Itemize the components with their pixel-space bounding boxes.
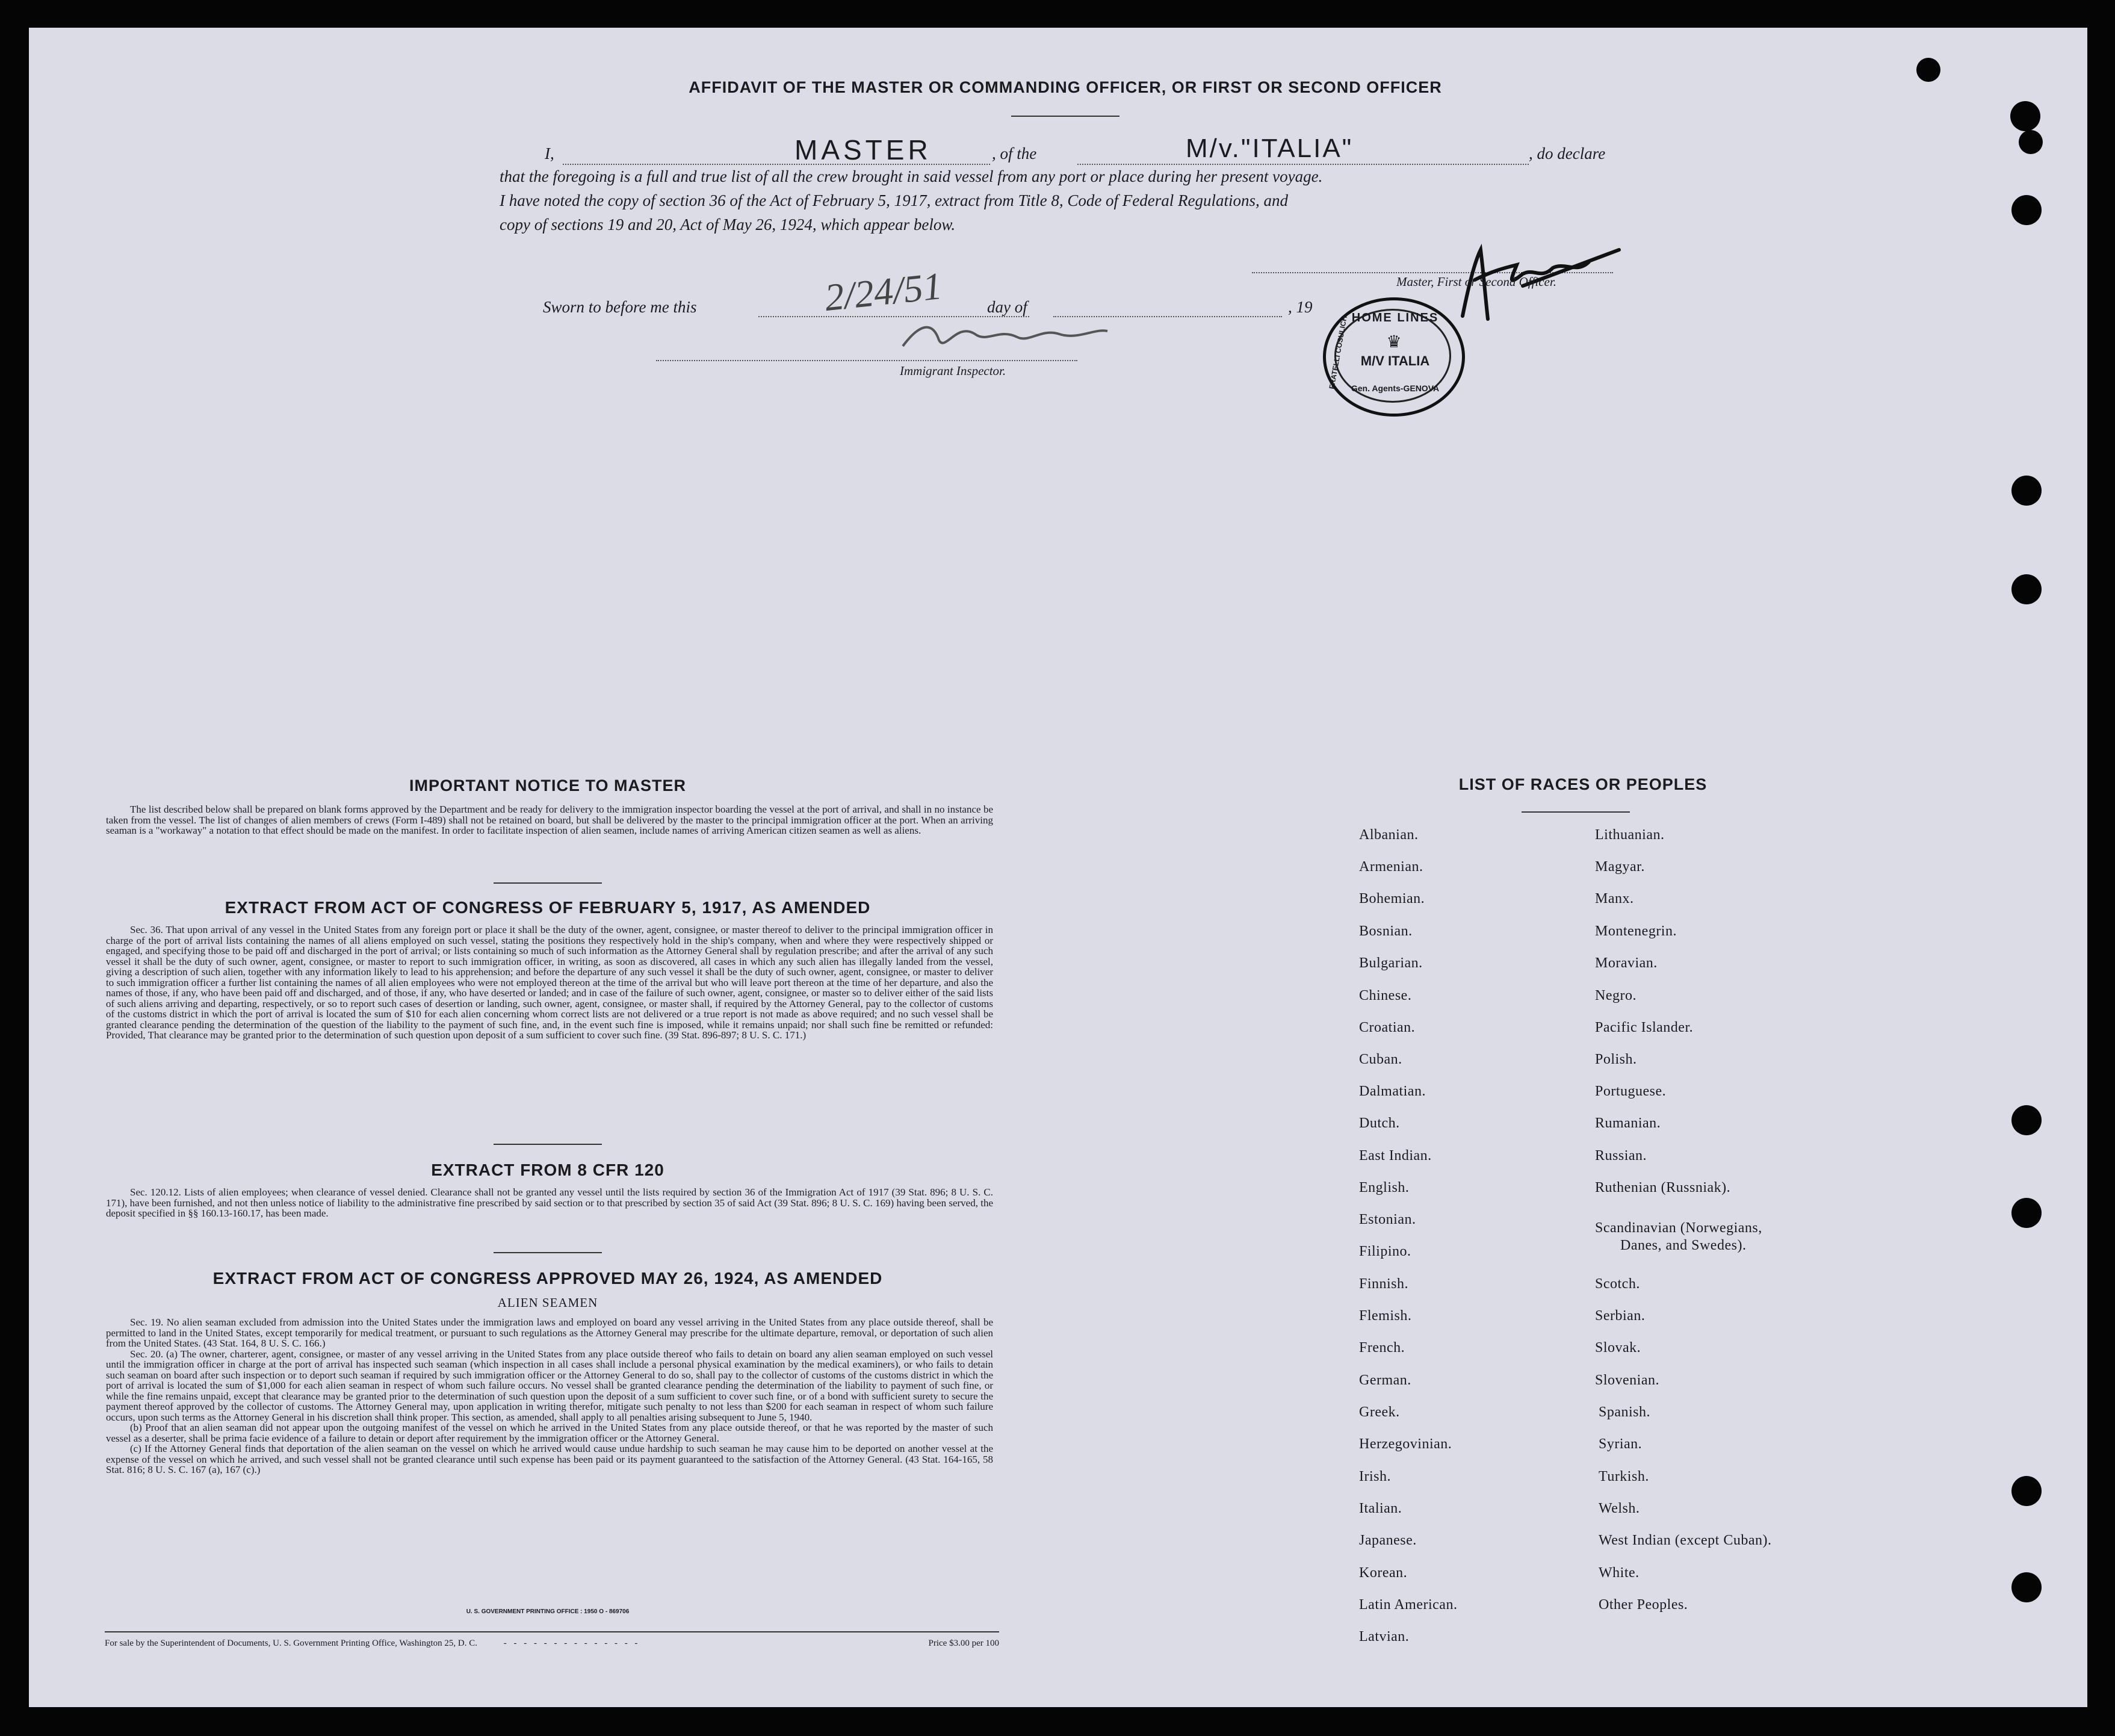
printer-line: U. S. GOVERNMENT PRINTING OFFICE : 1950 O - 869706 [466, 1608, 630, 1615]
divider [494, 882, 602, 884]
affidavit-title: AFFIDAVIT OF THE MASTER OR COMMANDING OFFICER, OR FIRST OR SECOND OFFICER [689, 78, 1442, 96]
extract-1924-para-19: Sec. 19. No alien seaman excluded from admission into the United States under the immigration laws and employed on board any vessel arriving in the United States from any place outside thereof, shall be permitted to land in the United States, except temporarily for medical treatment, or pursuant to such regulations as the Attorney General may prescribe for the ultimate departure, removal, or deportation of such alien from the United States. (43 Stat. 164, 8 U. S. C. 166.) [106, 1316, 993, 1349]
race-item: French. [1359, 1340, 1405, 1356]
extract-1917-paragraph: Sec. 36. That upon arrival of any vessel in the United States from any foreign port or place it shall be the duty of the owner, agent, consignee, or master thereof to deliver to the principal immigration officer in charge of the port of arrival lists containing the names of all aliens employed on such vessel, stating the positions they respectively hold in the ship's company, when and where they were respectively shipped or engaged, and specifying those to be paid off and discharged in the port of arrival; or lists containing so much of such information as the Attorney General shall by regulation prescribe; and after the arrival of any such vessel it shall be the duty of such owner, agent, consignee, or master to report to such immigration officer, in writing, as soon as discovered, all cases in which any such alien has illegally landed from the vessel, giving a description of such alien, together with any information likely to lead to his apprehension; and before the departure of any such vessel it shall be the duty of such owner, agent, consignee, or master to deliver to such immigration officer a further list containing the names of all alien employees who were not employed thereon at the time of the arrival but who will leave port thereon at the time of her departure, and also the names of those, if any, who have been paid off and discharged, and of those, if any, who have deserted or landed; and in case of the failure of such owner, agent, consignee, or master so to deliver either of the said lists of such aliens arriving and departing, respectively, or so to report such cases of desertion or landing, such owner, agent, consignee, or master shall, if required by the Attorney General, pay to the collector of customs of the customs district in which the port of arrival is located the sum of $10 for each alien concerning whom correct lists are not delivered or a true report is not made as above required; and no such vessel shall be granted clearance pending the determination of the question of the liability to the payment of such fine, and, in the event such fine is imposed, while it remains unpaid; nor shall such fine be remitted or refunded: Provided, That clearance may be granted prior to the determination of such question upon deposit of a sum sufficient to cover such fine. (39 Stat. 896-897; 8 U. S. C. 171.) [106, 924, 993, 1041]
race-item: Armenian. [1359, 859, 1423, 875]
affidavit-body-line1: that the foregoing is a full and true list of all the crew brought in said vessel from any port or place during her present voyage. [500, 167, 1323, 185]
punch-hole [2011, 574, 2042, 604]
notice-title: IMPORTANT NOTICE TO MASTER [409, 777, 686, 795]
race-item: Dutch. [1359, 1115, 1400, 1131]
race-item: Slovenian. [1595, 1372, 1659, 1388]
race-item: Rumanian. [1595, 1115, 1661, 1131]
race-item: German. [1359, 1372, 1411, 1388]
divider [1522, 811, 1630, 813]
race-item: Manx. [1595, 891, 1634, 907]
stamp-left-text: FRATELLI COSULICH [1327, 315, 1349, 390]
race-item: Pacific Islander. [1595, 1020, 1694, 1035]
affidavit-body-line3: copy of sections 19 and 20, Act of May 26, 1924, which appear below. [500, 215, 956, 234]
race-item: Slovak. [1595, 1340, 1641, 1356]
race-item: Serbian. [1595, 1308, 1646, 1324]
affidavit-body-line2: I have noted the copy of section 36 of the Act of February 5, 1917, extract from Title 8, Code of Federal Regulations, and [500, 191, 1289, 209]
race-item: Turkish. [1599, 1469, 1649, 1484]
company-stamp [1323, 297, 1465, 417]
notice-paragraph: The list described below shall be prepared on blank forms approved by the Department and be ready for delivery to the immigration inspector boarding the vessel at the port of arrival, and shall in no instance be taken from the vessel. The list of changes of alien members of crews (Form I-489) shall not be retained on board, but shall be delivered by the master to the principal immigration officer at the port. When an arriving seaman is a "workaway" a notation to that effect should be made on the manifest. In order to facilitate inspection of alien seamen, include names of arriving American citizen seamen as well as aliens. [106, 804, 993, 836]
sworn-day-of: day of [987, 298, 1027, 316]
punch-hole [2010, 101, 2040, 131]
race-item: Danes, and Swedes). [1620, 1238, 1747, 1253]
race-item: Japanese. [1359, 1533, 1417, 1548]
races-title: LIST OF RACES OR PEOPLES [1458, 775, 1708, 793]
punch-hole [2011, 195, 2042, 225]
extract-1924-text [106, 1317, 993, 1475]
race-item: Herzegovinian. [1359, 1436, 1452, 1452]
race-item: Flemish. [1359, 1308, 1412, 1324]
race-item: Estonian. [1359, 1212, 1416, 1227]
race-item: Scotch. [1595, 1276, 1640, 1292]
race-item: Korean. [1359, 1565, 1408, 1581]
punch-hole [2011, 1572, 2042, 1602]
race-item: Filipino. [1359, 1244, 1411, 1259]
extract-1924-para-20a: Sec. 20. (a) The owner, charterer, agent, consignee, or master of any vessel arriving in the United States from any place outside thereof who fails to detain on board any alien seaman employed on such vessel until the immigration officer in charge at the port of arrival has inspected such seaman (which inspection in all cases shall include a personal physical examination by the medical examiners), or who fails to detain such seaman on board after such inspection or to deport such seaman if required by such immigration officer or the Attorney General to do so, shall pay to the collector of customs of the customs district in which the port of arrival is located the sum of $1,000 for each alien seaman in respect of whom such failure occurs. No vessel shall be granted clearance pending the determination of the liability to payment of such fine, or while the fine remains unpaid, except that clearance may be granted prior to the determination of such question upon the deposit of a sum sufficient to cover such fine, or of a bond with sufficient surety to secure the payment thereof approved by the collector of customs. The Attorney General may, upon application in writing therefor, mitigate such penalty to not less than $200 for each seaman in respect of whom such failure occurs, upon such terms as the Attorney General in his discretion shall think proper. This section, as amended, shall apply to all penalties arising subsequent to June 5, 1940. [106, 1348, 993, 1423]
punch-hole [2011, 476, 2042, 506]
extract-1917-title: EXTRACT FROM ACT OF CONGRESS OF FEBRUARY 5, 1917, AS AMENDED [225, 898, 871, 917]
race-item: Magyar. [1595, 859, 1645, 875]
race-item: Montenegrin. [1595, 923, 1677, 939]
race-item: Ruthenian (Russniak). [1595, 1180, 1731, 1195]
extract-cfr-title: EXTRACT FROM 8 CFR 120 [431, 1161, 664, 1179]
punch-hole [1916, 58, 1940, 82]
extract-1924-para-20b: (b) Proof that an alien seaman did not appear upon the outgoing manifest of the vessel on which he arrived in the United States from any place outside thereof, or that he was reported by the master of such vessel as a deserter, shall be prima facie evidence of a failure to detain or deport after requirement by the immigration officer or the Attorney General. [106, 1422, 993, 1444]
footer-price: Price $3.00 per 100 [928, 1638, 999, 1648]
race-item: Chinese. [1359, 988, 1412, 1003]
race-item: Dalmatian. [1359, 1083, 1426, 1099]
extract-cfr-paragraph: Sec. 120.12. Lists of alien employees; when clearance of vessel denied. Clearance shall not be granted any vessel until the lists required by section 36 of the Immigration Act of 1917 (39 Stat. 896; 8 U. S. C. 171), have been furnished, and not then unless notice of liability to the administrative fine prescribed by said section or to that prescribed by section 35 of said Act (39 Stat. 896; 8 U. S. C. 169) having been served, the deposit specified in §§ 160.13-160.17, has been made. [106, 1186, 993, 1219]
race-item: Russian. [1595, 1148, 1647, 1164]
race-item: East Indian. [1359, 1148, 1432, 1164]
sworn-prefix: Sworn to before me this [543, 298, 697, 316]
race-item: English. [1359, 1180, 1410, 1195]
race-item: Latin American. [1359, 1597, 1458, 1613]
race-item: Lithuanian. [1595, 827, 1665, 843]
race-item: Scandinavian (Norwegians, [1595, 1220, 1762, 1236]
punch-hole [2011, 1476, 2042, 1506]
race-item: Croatian. [1359, 1020, 1416, 1035]
punch-hole [2019, 130, 2043, 154]
race-item: Syrian. [1599, 1436, 1643, 1452]
footer-text [105, 1638, 999, 1649]
crown-icon: ♛ [1386, 333, 1402, 352]
divider [494, 1144, 602, 1145]
extract-1924-title: EXTRACT FROM ACT OF CONGRESS APPROVED MAY 26, 1924, AS AMENDED [212, 1269, 883, 1288]
rank-handwritten: MASTER [794, 134, 932, 166]
extract-cfr-text [106, 1187, 993, 1219]
word-do-declare: , do declare [1529, 144, 1606, 163]
race-item: Portuguese. [1595, 1083, 1667, 1099]
race-item: Negro. [1595, 988, 1637, 1003]
stamp-center-text: M/V ITALIA [1360, 353, 1430, 368]
footer-rule [105, 1631, 999, 1632]
notice-text [106, 804, 993, 836]
footer-leader-dots: - - - - - - - - - - - - - - [503, 1638, 640, 1648]
sworn-date-handwritten: 2/24/51 [822, 264, 944, 320]
punch-hole [2011, 1105, 2042, 1135]
stamp-top-text: HOME LINES [1351, 311, 1439, 324]
race-item: Irish. [1359, 1469, 1391, 1484]
punch-hole [2011, 1198, 2042, 1228]
race-item: Spanish. [1599, 1404, 1651, 1420]
race-item: Greek. [1359, 1404, 1400, 1420]
extract-1917-text [106, 925, 993, 1041]
race-item: Albanian. [1359, 827, 1419, 843]
race-item: Welsh. [1599, 1501, 1640, 1516]
race-item: Other Peoples. [1599, 1597, 1688, 1613]
divider [494, 1252, 602, 1253]
race-item: West Indian (except Cuban). [1599, 1533, 1772, 1548]
inspector-label: Immigrant Inspector. [900, 364, 1006, 378]
race-item: White. [1599, 1565, 1640, 1581]
race-item: Finnish. [1359, 1276, 1409, 1292]
race-item: Moravian. [1595, 955, 1658, 971]
race-item: Bulgarian. [1359, 955, 1423, 971]
extract-1924-para-20c: (c) If the Attorney General finds that deportation of the alien seaman on the vessel on which he arrived would cause undue hardship to such seaman he may cause him to be deported on another vessel at the expense of the vessel on which he arrived, and such vessel shall not be granted clearance until such expense has been paid or its payment guaranteed to the satisfaction of the Attorney General. (43 Stat. 164-165, 58 Stat. 816; 8 U. S. C. 167 (a), 167 (c).) [106, 1443, 993, 1475]
inspector-signature [897, 310, 1113, 358]
race-item: Latvian. [1359, 1629, 1410, 1645]
race-item: Polish. [1595, 1052, 1637, 1067]
stamp-bottom-text: Gen. Agents-GENOVA [1351, 383, 1440, 393]
word-of-the: , of the [992, 144, 1037, 163]
extract-1924-subtitle: ALIEN SEAMEN [497, 1295, 598, 1310]
race-item: Italian. [1359, 1501, 1402, 1516]
master-signature-label: Master, First or Second Officer. [1396, 274, 1556, 289]
divider [1011, 116, 1119, 117]
vessel-handwritten: M/v."ITALIA" [1186, 134, 1354, 163]
inspector-signature-line [656, 360, 1077, 361]
footer-sale-note: For sale by the Superintendent of Documents, U. S. Government Printing Office, Washington 25, D. C. [105, 1638, 477, 1648]
word-i: I, [545, 144, 554, 163]
vessel-field-line [1077, 164, 1529, 165]
race-item: Bohemian. [1359, 891, 1425, 907]
race-item: Bosnian. [1359, 923, 1413, 939]
race-item: Cuban. [1359, 1052, 1402, 1067]
sworn-year: , 19 [1288, 298, 1313, 316]
